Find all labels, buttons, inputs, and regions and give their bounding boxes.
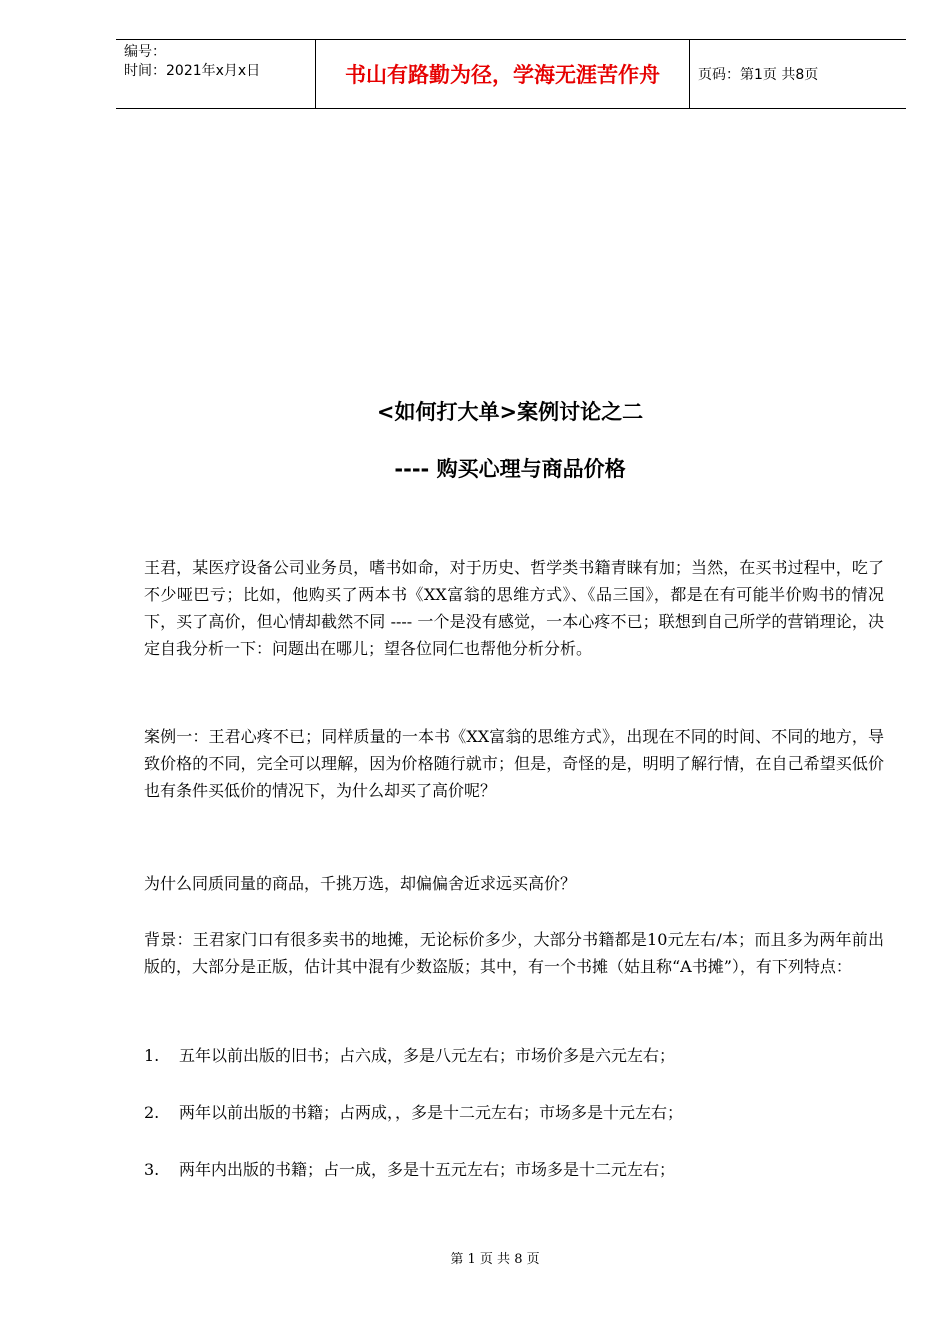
time-label: 时间：2021年x月x日 — [124, 63, 261, 79]
header-meta — [116, 40, 316, 108]
list-item-text: 五年以前出版的旧书；占六成，多是八元左右；市场价多是六元左右； — [179, 1046, 676, 1065]
document-subtitle: ---- 购买心理与商品价格 — [394, 457, 626, 481]
case1-paragraph: 案例一：王君心疼不已；同样质量的一本书《XX富翁的思维方式》，出现在不同的时间、不同的地方，导致价格的不同，完全可以理解，因为价格随行就市；但是，奇怪的是，明明了解行情，在自己希望买低价也有条件买低价的情况下，为什么却买了高价呢？ — [144, 727, 884, 800]
header-motto: 书山有路勤为径，学海无涯苦作舟 — [316, 40, 690, 108]
document-title: <如何打大单>案例讨论之二 — [376, 400, 644, 424]
list-item-text: 两年以前出版的书籍；占两成，，多是十二元左右；市场多是十元左右； — [179, 1103, 684, 1122]
list-item — [144, 1156, 884, 1183]
list-item-number: 3. — [144, 1160, 160, 1179]
list-item-number: 2. — [144, 1103, 160, 1122]
document-header — [116, 39, 906, 109]
header-page-info: 页码：第1页 共8页 — [698, 67, 819, 83]
list-item — [144, 1099, 884, 1126]
page-footer: 第 1 页 共 8 页 — [450, 1252, 540, 1267]
list-item-text: 两年内出版的书籍；占一成，多是十五元左右；市场多是十二元左右； — [179, 1160, 676, 1179]
intro-paragraph: 王君，某医疗设备公司业务员，嗜书如命，对于历史、哲学类书籍青睐有加；当然，在买书过程中，吃了不少哑巴亏；比如，他购买了两本书《XX富翁的思维方式》、《品三国》，都是在有可能半价购书的情况下，买了高价，但心情却截然不同 ---- 一个是没有感觉，一本心疼不已；联想到自己所学的营销理论，决定自我分析一下：问题出在哪儿；望各位同仁也帮他分析分析。 — [144, 558, 884, 658]
list-item-number: 1. — [144, 1046, 160, 1065]
question-paragraph: 为什么同质同量的商品，千挑万选，却偏偏舍近求远买高价？ — [144, 874, 577, 893]
list-item — [144, 1042, 884, 1069]
background-paragraph: 背景：王君家门口有很多卖书的地摊，无论标价多少，大部分书籍都是10元左右/本；而且多为两年前出版的，大部分是正版，估计其中混有少数盗版；其中，有一个书摊（姑且称“A书摊”），有下列特点： — [144, 930, 884, 976]
serial-label: 编号： — [124, 44, 166, 60]
